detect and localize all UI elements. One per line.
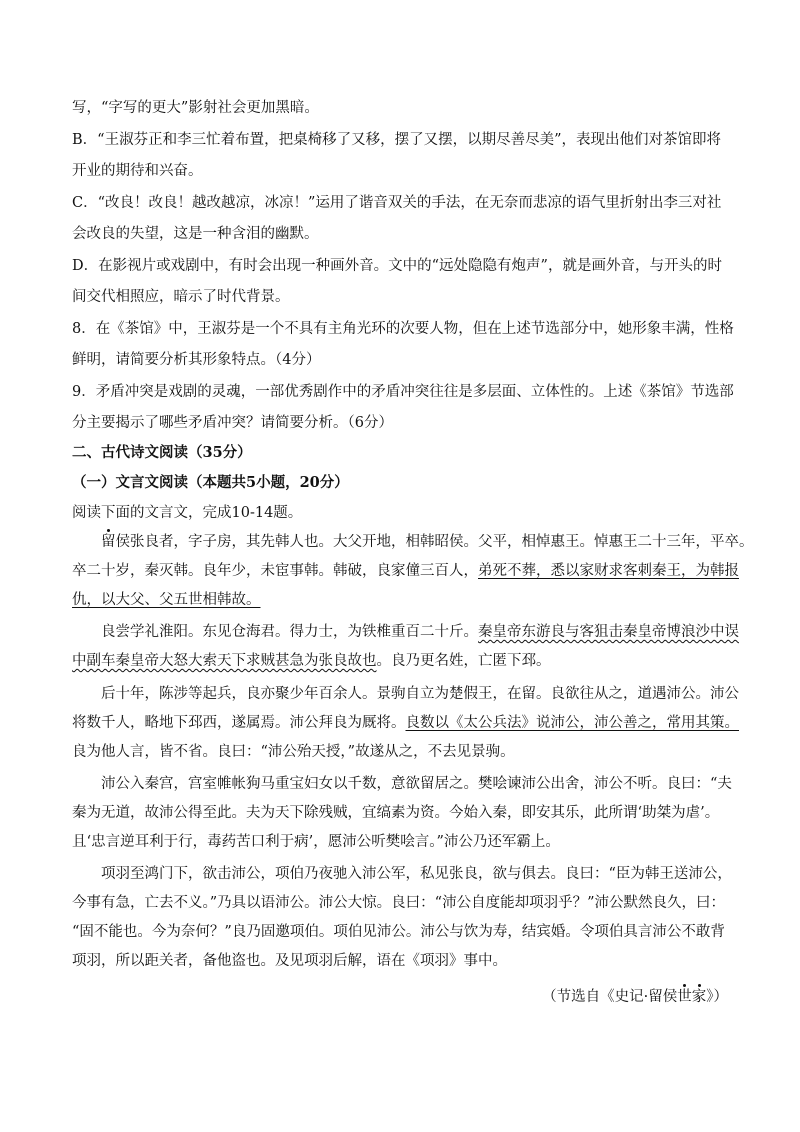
passage-p4-line-3: 且‘忠言逆耳利于行，毒药苦口利于病’，愿沛公听樊哙言。”沛公乃还军霸上。 xyxy=(72,834,560,850)
option-a-continuation: 写，“字写的更大”影射社会更加黑暗。 xyxy=(72,100,319,116)
option-d-line-2: 间交代相照应，暗示了时代背景。 xyxy=(72,289,290,305)
question-9-line-1: 9．矛盾冲突是戏剧的灵魂，一部优秀剧作中的矛盾冲突往往是多层面、立体性的。上述《茶馆》节选部 xyxy=(72,384,734,400)
wavy-underlined-sentence: 秦皇帝东游良与客狙击秦皇帝博浪沙中误 xyxy=(478,624,739,640)
question-8-line-1: 8．在《茶馆》中，王淑芬是一个不具有主角光环的次要人物，但在上述节选部分中，她形象丰满，性格 xyxy=(72,321,734,337)
wavy-underlined-sentence-end: 中副车秦皇帝大怒大索天下求贼甚急为张良故也 xyxy=(72,653,377,669)
underlined-sentence-2: 良数以《太公兵法》说沛公，沛公善之，常用其策。 xyxy=(405,715,739,731)
passage-p1-line-1: 留侯张良者，字子房，其先韩人也。大父开地，相韩昭侯。父平，相悼惠王。悼惠王二十三年，平卒。 xyxy=(101,534,754,550)
underlined-sentence-1: 弟死不葬，悉以家财求客刺秦王，为韩报 xyxy=(478,563,739,579)
underlined-sentence-1-end: 仇，以大父、父五世相韩故。 xyxy=(72,592,261,608)
passage-p1-line-2: 卒二十岁，秦灭韩。良年少，未宦事韩。韩破，良家僮三百人，弟死不葬，悉以家财求客刺秦王，为韩报 xyxy=(72,563,739,579)
subsection-title: （一）文言文阅读（本题共5小题，20分） xyxy=(72,474,349,491)
section-title: 二、古代诗文阅读（35分） xyxy=(72,444,252,461)
emphasis-dot-char: 留 xyxy=(101,534,116,550)
passage-p4-line-2: 秦为无道，故沛公得至此。夫为天下除残贼，宜缟素为资。今始入秦，即安其乐，此所谓‘助桀为虐’。 xyxy=(72,805,720,821)
emphasis-dot-char: 世 xyxy=(677,989,692,1005)
emphasis-dot-char: 家 xyxy=(691,989,707,1005)
passage-p5-line-2: 今事有急，亡去不义。”乃具以语沛公。沛公大惊。良曰：“沛公自度能却项羽乎？”沛公默然良久，曰： xyxy=(72,895,725,911)
question-9-line-2: 分主要揭示了哪些矛盾冲突？请简要分析。（6分） xyxy=(72,415,393,431)
question-8-line-2: 鲜明，请简要分析其形象特点。（4分） xyxy=(72,352,321,368)
option-b-line-1: B．“王淑芬正和李三忙着布置，把桌椅移了又移，摆了又摆，以期尽善尽美”，表现出他们对茶馆即将 xyxy=(72,132,721,148)
option-c-line-1: C．“改良！改良！越改越凉，冰凉！”运用了谐音双关的手法，在无奈而悲凉的语气里折射出李三对社 xyxy=(72,195,722,211)
passage-p5-line-4: 项羽，所以距关者，备他盗也。及见项羽后解，语在《项羽》事中。 xyxy=(72,953,507,969)
option-d-line-1: D．在影视片或戏剧中，有时会出现一种画外音。文中的“远处隐隐有炮声”，就是画外音，与开头的时 xyxy=(72,258,722,274)
reading-instruction: 阅读下面的文言文，完成10-14题。 xyxy=(72,505,303,521)
passage-p3-line-1: 后十年，陈涉等起兵，良亦聚少年百余人。景驹自立为楚假王，在留。良欲往从之，道遇沛公。沛公 xyxy=(101,686,739,702)
passage-p4-line-1: 沛公入秦宫，宫室帷帐狗马重宝妇女以千数，意欲留居之。樊哙谏沛公出舍，沛公不听。良曰：“夫 xyxy=(101,776,732,792)
option-c-line-2: 会改良的失望，这是一种含泪的幽默。 xyxy=(72,226,319,242)
passage-p2-line-2: 中副车秦皇帝大怒大索天下求贼甚急为张良故也。良乃更名姓，亡匿下邳。 xyxy=(72,653,551,669)
passage-p5-line-1: 项羽至鸿门下，欲击沛公，项伯乃夜驰入沛公军，私见张良，欲与俱去。良曰：“臣为韩王送沛公， xyxy=(101,866,732,882)
passage-p3-line-2: 将数千人，略地下邳西，遂属焉。沛公拜良为厩将。良数以《太公兵法》说沛公，沛公善之，常用其策。 xyxy=(72,715,739,731)
passage-p1-line-3 xyxy=(72,590,732,610)
passage-p3-line-3: 良为他人言，皆不省。良曰：“沛公殆天授，”故遂从之，不去见景驹。 xyxy=(72,744,515,760)
source-citation: （节选自《史记·留侯世家》） xyxy=(542,989,728,1005)
passage-p2-line-1: 良尝学礼淮阳。东见仓海君。得力士，为铁椎重百二十斤。秦皇帝东游良与客狙击秦皇帝博浪沙中误 xyxy=(101,624,739,640)
passage-p5-line-3: “固不能也。今为奈何？”良乃固邀项伯。项伯见沛公。沛公与饮为寿，结宾婚。令项伯具言沛公不敢背 xyxy=(72,924,725,940)
option-b-line-2: 开业的期待和兴奋。 xyxy=(72,163,203,179)
